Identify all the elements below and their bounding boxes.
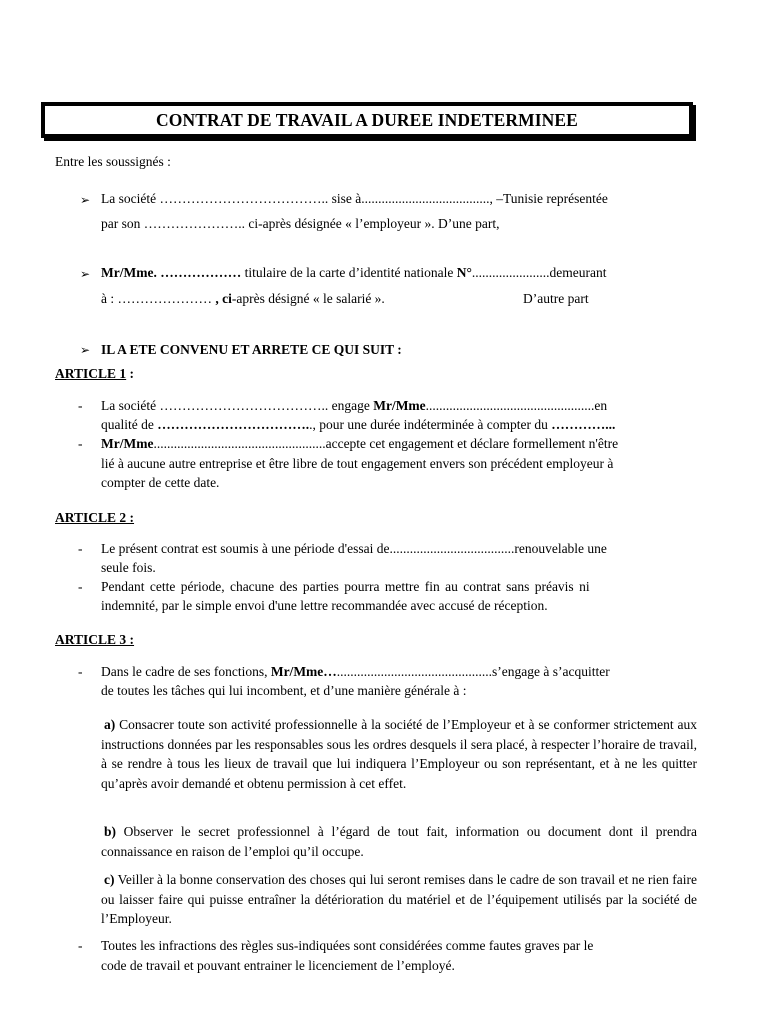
article3-ellipsis: … — [323, 664, 337, 679]
article2-item1-line1: Le présent contrat est soumis à une période d'essai de.....................................renouvelable une — [101, 541, 607, 556]
arrow-bullet-icon: ➢ — [80, 343, 91, 357]
article1-item2-line3: compter de cette date. — [101, 475, 220, 490]
document-title: CONTRAT DE TRAVAIL A DUREE INDETERMINEE — [156, 110, 578, 130]
party1-line1: La société ……………………………….. sise à......................................, –Tunisie représentée — [101, 191, 608, 206]
clause-c-text: Veiller à la bonne conservation des choses qui lui seront remises dans le cadre de son travail et ne rien faire ou laisser faire qui puisse entraîner la détérioration du matériel et de l’équipement utilisés par la société de l’Employeur. — [101, 872, 697, 926]
convenu-heading: IL A ETE CONVENU ET ARRETE CE QUI SUIT : — [101, 342, 402, 357]
dash-bullet: - — [78, 938, 83, 953]
article1-date-dots: …………... — [551, 417, 616, 432]
article3-clause-a — [101, 715, 697, 793]
party2-designe: -après désigné « le salarié ». — [231, 291, 385, 306]
article1-heading — [55, 366, 134, 382]
article2-item2-line2: indemnité, par le simple envoi d'une lettre recommandée avec accusé de réception. — [101, 598, 548, 613]
party2-address: à : ………………… — [101, 291, 216, 306]
intro-text: Entre les soussignés : — [55, 154, 171, 169]
article1-item2-line2: lié à aucune autre entreprise et être libre de tout engagement envers son précédent employeur à — [101, 456, 614, 471]
party2-autre-part: D’autre part — [523, 291, 589, 306]
article1-item2-text: ...................................................accepte cet engagement et déclare formellement n'être — [153, 436, 619, 451]
article2-item2-line1: Pendant cette période, chacune des parties pourra mettre fin au contrat sans préavis ni — [101, 579, 590, 594]
article3-heading: ARTICLE 3 : — [55, 632, 135, 647]
party2-line1 — [101, 265, 607, 281]
clause-b-label: b) — [104, 824, 117, 839]
dash-bullet: - — [78, 398, 83, 413]
clause-b-text: Observer le secret professionnel à l’égard de tout fait, information ou document dont il prendra connaissance en raison de l’emploi qu’il occupe. — [101, 824, 697, 859]
article3-clause-c — [101, 870, 697, 929]
article3-item2-line2: code de travail et pouvant entrainer le licenciement de l’employé. — [101, 958, 455, 973]
clause-c-label: c) — [104, 872, 115, 887]
article1-title: ARTICLE 1 — [55, 366, 127, 381]
party2-demeurant: .......................demeurant — [471, 265, 607, 280]
article1-item2-mrmme: Mr/Mme — [101, 436, 154, 451]
article3-item1-line2: de toutes les tâches qui lui incombent, et d’une manière générale à : — [101, 683, 467, 698]
dash-bullet: - — [78, 436, 83, 451]
article3-item1-line1 — [101, 664, 610, 680]
article3-dots: ..............................................s’engage à s’acquitter — [336, 664, 610, 679]
party2-no: N° — [456, 265, 472, 280]
dash-bullet: - — [78, 664, 83, 679]
article1-dots: ..................................................en — [425, 398, 608, 413]
dash-bullet: - — [78, 579, 83, 594]
dash-bullet: - — [78, 541, 83, 556]
clause-a-label: a) — [104, 717, 116, 732]
party2-text: titulaire de la carte d’identité nationale — [241, 265, 457, 280]
article1-item2-line1 — [101, 436, 618, 452]
article2-item1-line2: seule fois. — [101, 560, 156, 575]
article3-mrmme: Mr/Mme — [270, 664, 324, 679]
article1-item1-line1 — [101, 398, 607, 414]
party2-line2 — [101, 291, 385, 307]
party2-label: Mr/Mme. ……………… — [101, 265, 242, 280]
party2-ci: , ci — [215, 291, 232, 306]
party1-line2: par son ………………….. ci-après désignée « l’employeur ». D’une part, — [101, 216, 500, 231]
arrow-bullet-icon: ➢ — [80, 193, 91, 207]
clause-a-text: Consacrer toute son activité professionnelle à la société de l’Employeur et à se conformer strictement aux instructions données par les responsables sous les ordres desquels il sera placé, à respecter l’horaire de travail, à se rendre à tous les lieux de travail que lui indiquera l’Employeur ou son représentant, et à ne les quitter qu’après avoir demandé et obtenu permission à cet effet. — [101, 717, 697, 791]
title-box — [41, 102, 693, 138]
article1-text: La société ……………………………….. engage — [101, 398, 374, 413]
article1-mrmme: Mr/Mme — [373, 398, 426, 413]
article1-qualite-dots: ……………………………. — [157, 417, 310, 432]
arrow-bullet-icon: ➢ — [80, 267, 91, 281]
article1-qualite: qualité de — [101, 417, 158, 432]
article3-item2-line1: Toutes les infractions des règles sus-indiquées sont considérées comme fautes graves par le — [101, 938, 594, 953]
article1-duree: ., pour une durée indéterminée à compter du — [309, 417, 552, 432]
article1-item1-line2 — [101, 417, 615, 433]
article2-heading: ARTICLE 2 : — [55, 510, 135, 525]
article3-clause-b — [101, 822, 697, 861]
article3-text: Dans le cadre de ses fonctions, — [101, 664, 271, 679]
article1-colon: : — [126, 366, 135, 381]
